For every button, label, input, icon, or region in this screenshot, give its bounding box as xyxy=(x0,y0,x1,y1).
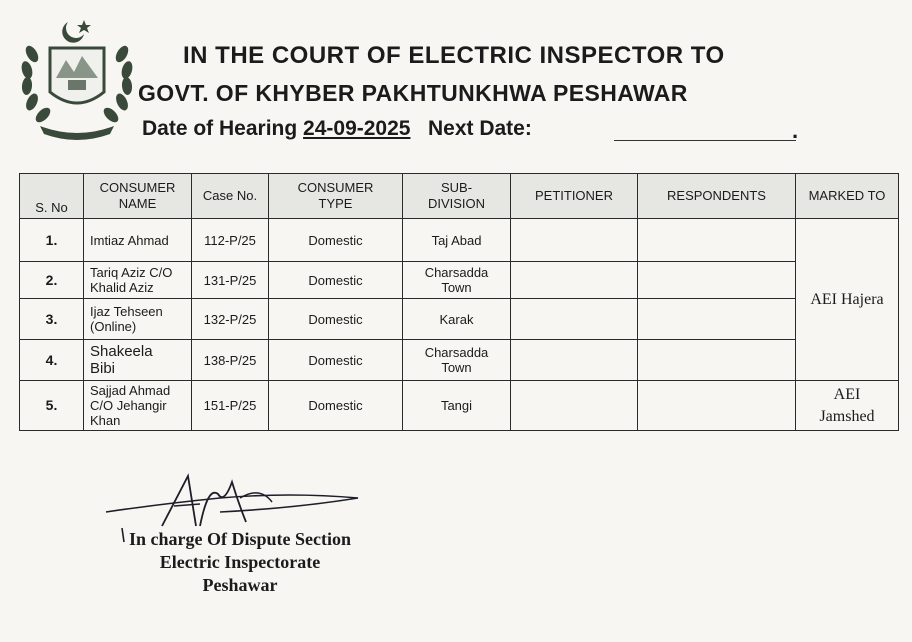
cell-case-no: 112-P/25 xyxy=(192,219,269,262)
table-row xyxy=(20,219,899,262)
cell-marked-to-hajera: AEI Hajera xyxy=(796,219,899,381)
col-header-sno: S. No xyxy=(20,174,84,219)
cell-petitioner xyxy=(511,340,638,381)
cell-consumer-name: Ijaz Tehseen (Online) xyxy=(84,299,192,340)
col-header-case-no: Case No. xyxy=(192,174,269,219)
kp-government-emblem xyxy=(18,14,136,142)
cell-petitioner xyxy=(511,219,638,262)
cell-consumer-name: Imtiaz Ahmad xyxy=(84,219,192,262)
cell-case-no: 131-P/25 xyxy=(192,262,269,299)
cell-sno: 4. xyxy=(20,340,84,381)
cell-consumer-name: Tariq Aziz C/O Khalid Aziz xyxy=(84,262,192,299)
hearing-date-label: Date of Hearing xyxy=(142,117,298,140)
court-title-line1: IN THE COURT OF ELECTRIC INSPECTOR TO xyxy=(183,42,725,69)
cell-consumer-type: Domestic xyxy=(269,299,403,340)
signature-designation: In charge Of Dispute Section xyxy=(129,529,351,549)
cell-sno: 3. xyxy=(20,299,84,340)
col-header-sub-division: SUB- DIVISION xyxy=(403,174,511,219)
col-header-consumer-name: CONSUMER NAME xyxy=(84,174,192,219)
cell-respondents xyxy=(638,219,796,262)
cell-respondents xyxy=(638,340,796,381)
table-row xyxy=(20,299,899,340)
cell-consumer-type: Domestic xyxy=(269,381,403,431)
col-header-petitioner: PETITIONER xyxy=(511,174,638,219)
hearing-date-value: 24-09-2025 xyxy=(303,117,411,140)
cell-petitioner xyxy=(511,381,638,431)
table-row xyxy=(20,262,899,299)
cell-sub-division: Karak xyxy=(403,299,511,340)
cell-sub-division: Charsadda Town xyxy=(403,340,511,381)
cell-case-no: 151-P/25 xyxy=(192,381,269,431)
table-row xyxy=(20,340,899,381)
hearing-cases-table xyxy=(19,173,899,431)
next-date-label: Next Date: xyxy=(427,117,532,140)
cell-consumer-type: Domestic xyxy=(269,262,403,299)
table-header-row xyxy=(20,174,899,219)
court-title-line2: GOVT. OF KHYBER PAKHTUNKHWA PESHAWAR xyxy=(138,80,688,106)
cell-sno: 1. xyxy=(20,219,84,262)
col-header-respondents: RESPONDENTS xyxy=(638,174,796,219)
hearing-date-row xyxy=(142,117,532,141)
next-date-dot: . xyxy=(792,118,799,143)
cell-consumer-type: Domestic xyxy=(269,340,403,381)
cell-respondents xyxy=(638,381,796,431)
cell-petitioner xyxy=(511,262,638,299)
cell-sub-division: Tangi xyxy=(403,381,511,431)
cell-respondents xyxy=(638,262,796,299)
col-header-consumer-type: CONSUMER TYPE xyxy=(269,174,403,219)
table-row xyxy=(20,381,899,431)
cell-respondents xyxy=(638,299,796,340)
cell-marked-to-jamshed: AEI Jamshed xyxy=(796,381,899,431)
cell-consumer-name: Sajjad Ahmad C/O Jehangir Khan xyxy=(84,381,192,431)
next-date-blank-line xyxy=(614,140,796,141)
signature-city: Peshawar xyxy=(202,575,278,595)
cell-consumer-name: Shakeela Bibi xyxy=(84,340,192,381)
cell-sub-division: Taj Abad xyxy=(403,219,511,262)
cell-sno: 5. xyxy=(20,381,84,431)
cell-sno: 2. xyxy=(20,262,84,299)
cell-petitioner xyxy=(511,299,638,340)
cell-sub-division: Charsadda Town xyxy=(403,262,511,299)
cell-case-no: 132-P/25 xyxy=(192,299,269,340)
cell-case-no: 138-P/25 xyxy=(192,340,269,381)
signature-block xyxy=(120,528,360,597)
signature-office: Electric Inspectorate xyxy=(159,552,321,572)
cell-consumer-type: Domestic xyxy=(269,219,403,262)
col-header-marked-to: MARKED TO xyxy=(796,174,899,219)
